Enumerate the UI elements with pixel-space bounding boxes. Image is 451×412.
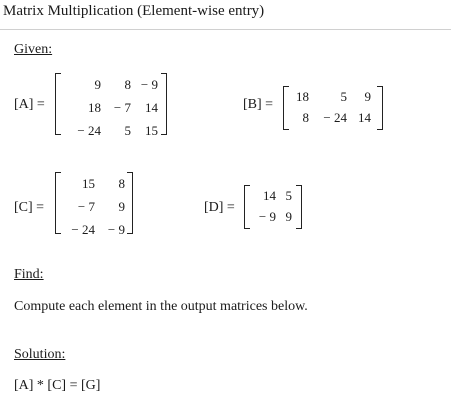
find-heading: Find: (14, 267, 44, 282)
right-bracket (127, 172, 133, 234)
matrix-c-cell: − 7 (77, 198, 95, 214)
matrix-b-cell: 5 (340, 88, 347, 104)
matrix-a-cell: 9 (94, 76, 101, 92)
right-bracket (161, 73, 167, 135)
matrix-d-label: [D] = (204, 200, 235, 215)
matrix-b-label: [B] = (243, 97, 274, 112)
matrix-b-cells (291, 86, 371, 128)
matrix-a-cell: 15 (145, 122, 158, 138)
matrix-c-cell: 9 (118, 198, 125, 214)
matrix-a-cell: 5 (124, 122, 131, 138)
matrix-a-cells (63, 73, 158, 142)
matrix-a-cell: − 9 (140, 76, 158, 92)
matrix-a-cell: − 24 (77, 122, 101, 138)
matrix-c-cells (63, 172, 125, 241)
matrix-b (283, 86, 383, 130)
matrix-c-cell: 8 (118, 175, 125, 191)
left-bracket (55, 172, 61, 234)
right-bracket (296, 185, 302, 229)
page-title: Matrix Multiplication (Element-wise entry) (3, 3, 265, 19)
instruction-text: Compute each element in the output matrices below. (14, 299, 308, 314)
given-heading: Given: (14, 42, 53, 57)
matrix-d-cell: 14 (263, 187, 276, 203)
matrix-d-cell: − 9 (258, 208, 276, 224)
matrix-c-label: [C] = (14, 200, 45, 215)
matrix-a-cell: 14 (145, 99, 158, 115)
matrix-a-cell: 8 (124, 76, 131, 92)
solution-equation: [A] * [C] = [G] (14, 378, 101, 393)
right-bracket (377, 86, 383, 130)
left-bracket (244, 185, 250, 229)
solution-heading: Solution: (14, 347, 66, 362)
left-bracket (283, 86, 289, 130)
matrix-d-cell: 5 (285, 187, 292, 203)
matrix-b-cell: 9 (364, 88, 371, 104)
left-bracket (55, 73, 61, 135)
matrix-b-cell: 8 (302, 109, 309, 125)
matrix-c-cell: − 9 (107, 221, 125, 237)
matrix-b-cell: − 24 (323, 109, 347, 125)
matrix-a-cell: 18 (88, 99, 101, 115)
title-divider (0, 29, 451, 30)
matrix-c (55, 172, 133, 237)
matrix-a (55, 73, 167, 138)
matrix-b-cell: 14 (358, 109, 371, 125)
matrix-c-cell: 15 (82, 175, 95, 191)
matrix-a-cell: − 7 (113, 99, 131, 115)
matrix-b-cell: 18 (296, 88, 309, 104)
matrix-d-cells (252, 185, 292, 227)
matrix-c-cell: − 24 (71, 221, 95, 237)
matrix-d-cell: 9 (285, 208, 292, 224)
matrix-a-label: [A] = (14, 97, 45, 112)
matrix-d (244, 185, 302, 229)
